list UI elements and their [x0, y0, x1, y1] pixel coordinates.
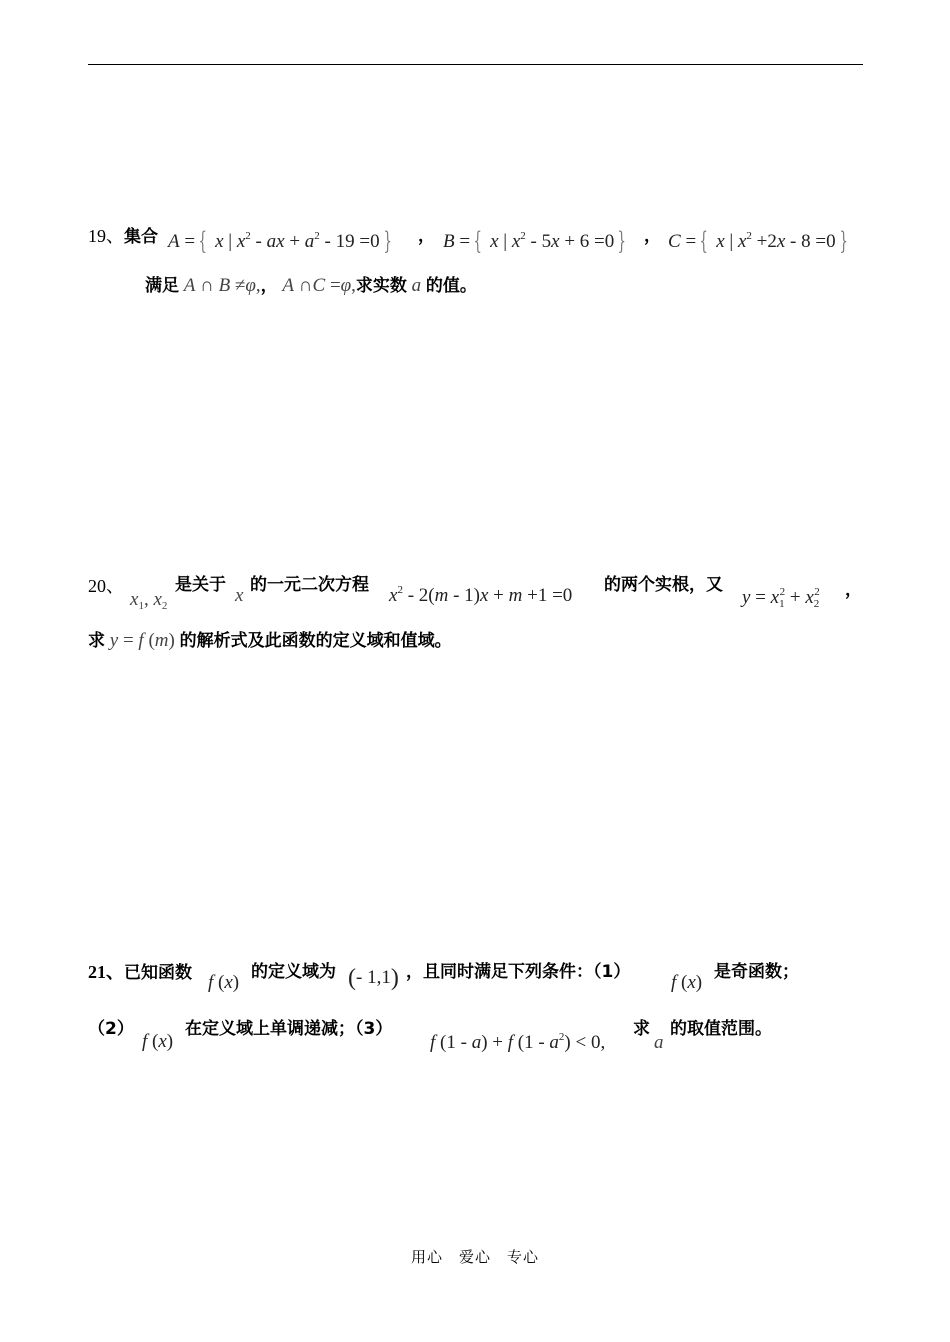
q21-cond2-label: （2） — [88, 1019, 134, 1039]
q19-cond1: A ∩ B ≠φ, — [183, 275, 261, 296]
q21-text1: 已知函数 — [124, 963, 192, 983]
q21-text7: 的取值范围。 — [670, 1019, 772, 1039]
page-footer: 用心 爱心 专心 — [410, 1248, 539, 1266]
q21-fx-2: f (x) — [671, 972, 703, 993]
q21-domain: (- 1,1) — [348, 965, 399, 991]
q20-text6: 的解析式及此函数的定义域和值域。 — [179, 631, 452, 651]
q21-fx-1: f (x) — [208, 972, 240, 993]
q20-line2 — [88, 629, 452, 653]
q19-line1 — [88, 224, 158, 249]
q20-text2: 的一元二次方程 — [250, 575, 369, 595]
q20-number: 20、 — [88, 576, 124, 596]
q19-line2 — [145, 274, 477, 298]
q20-text3: 的两个实根，又 — [604, 575, 723, 595]
q19-var: a — [411, 275, 422, 296]
q20-ydef: $y = x_1^2 + x_2^2$ — [742, 586, 820, 610]
q20-func: y = f (m) — [109, 630, 180, 651]
q21-text4: 是奇函数； — [714, 962, 799, 982]
q19-ask: 求实数 — [355, 276, 407, 296]
q20-equation: $x^2 - 2(m - 1)x + m +1 =0$ — [389, 584, 573, 606]
q21-text5: 在定义域上单调递减；（3） — [185, 1019, 393, 1039]
q19-setC: C = { x | $x^2 +2x - 8 =0$ } — [668, 227, 848, 255]
q19-cond-sep: ， — [260, 276, 278, 296]
q19-setB: B = { x | $x^2 - 5x + 6 =0$ } — [443, 227, 627, 255]
q20-text1: 是关于 — [175, 575, 226, 595]
q21-text6: 求 — [633, 1019, 650, 1039]
q19-comma1: ， — [418, 226, 435, 246]
q21-text2: 的定义域为 — [251, 962, 336, 982]
q19-label: 集合 — [124, 227, 158, 247]
q19-cond2: A ∩C =φ, — [282, 275, 356, 296]
header-rule — [88, 64, 863, 65]
q21-fx-3: f (x) — [142, 1031, 174, 1052]
q19-setA: A = { x | $x^2$ - ax + $a^2 - 19 =0$ } — [168, 227, 392, 255]
q19-ask-end: 的值。 — [425, 276, 477, 296]
q20-var: x — [235, 585, 244, 606]
q19-number: 19、 — [88, 226, 124, 246]
q19-comma2: ， — [644, 226, 661, 246]
q21-inequality: f (1 - a) + f $(1 - a^2) < 0$, — [430, 1031, 606, 1053]
q20-roots: $x_1$, $x_2$ — [130, 589, 168, 612]
q19-cond-prefix: 满足 — [145, 276, 179, 296]
q20-text5: 求 — [88, 631, 105, 651]
q21-number: 21、 — [88, 962, 124, 982]
q21-text3: ，且同时满足下列条件：（1） — [406, 962, 631, 982]
q21-var: a — [654, 1032, 664, 1053]
q20-text4: ， — [845, 580, 862, 600]
q21-line1a — [88, 960, 192, 985]
